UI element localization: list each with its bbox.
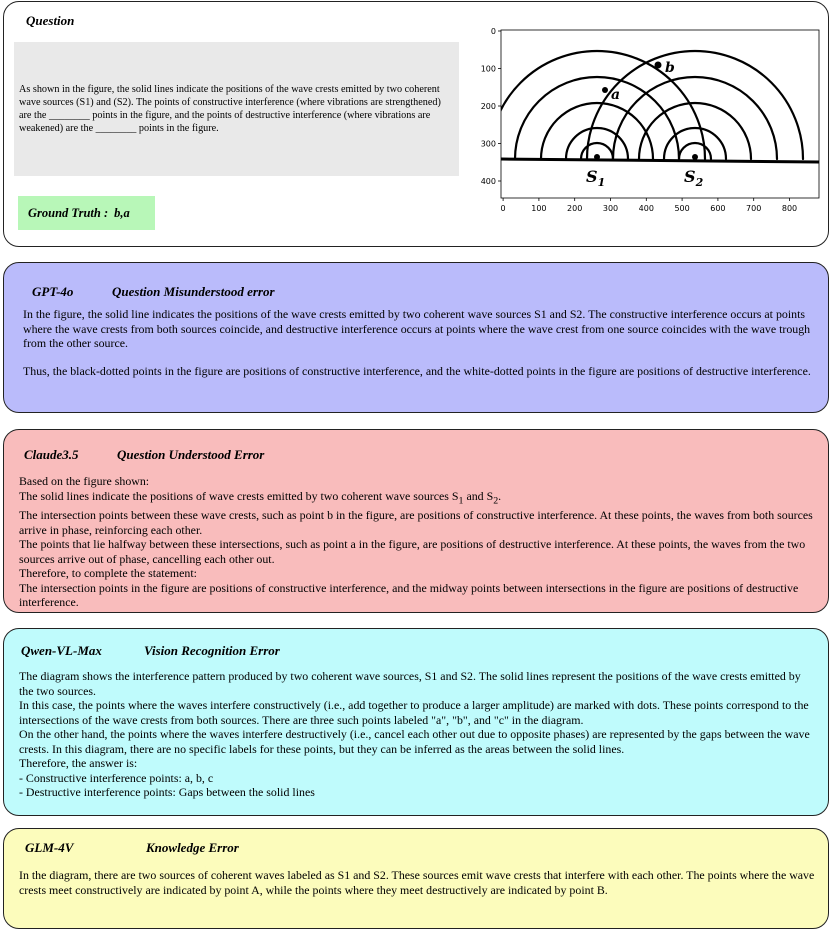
claude-3-5-header — [24, 447, 265, 463]
y-tick: 300 — [480, 139, 496, 149]
response-line: On the other hand, the points where the waves interfere destructively (i.e., cancel each other out due to opposite phases) are represented by the gaps between the wave crests. In this diagram, there are no specific labels for these points, but they can be inferred as the areas between the solid lines. — [19, 727, 810, 756]
x-tick: 300 — [602, 204, 619, 213]
x-tick: 100 — [531, 204, 547, 213]
point-b-dot — [655, 62, 662, 69]
qwen-vl-max-header — [21, 643, 280, 659]
question-text: As shown in the figure, the solid lines indicate the positions of the wave crests emitted by two coherent wave sources (S1) and (S2). The points of constructive interference (where vibrations are strengthened) are the ________ points in the figure, and the points of destructive interference (where vibrations are weakened) are the ________ points in the figure. — [19, 84, 441, 134]
response-line: - Destructive interference points: Gaps between the solid lines — [19, 785, 315, 799]
response-line: - Constructive interference points: a, b, c — [19, 770, 214, 785]
s2-dot — [692, 154, 698, 160]
x-tick: 600 — [710, 204, 726, 213]
ground-truth-value: b,a — [114, 205, 130, 220]
label-a: a — [611, 87, 621, 103]
response-line: Therefore, to complete the statement: — [19, 566, 197, 581]
error-type: Knowledge Error — [146, 840, 239, 855]
glm-4v-response — [19, 868, 816, 897]
model-name: Claude3.5 — [24, 447, 79, 462]
claude-3-5-panel — [3, 429, 829, 613]
x-axis — [501, 204, 798, 213]
response-line: In the diagram, there are two sources of coherent waves labeled as S1 and S2. These sources emit wave crests that interfere with each other. The points where the wave crests meet constructively are indicated by point A, while the points where they meet destructively are indicated by point B. — [19, 868, 815, 897]
gpt-4o-panel — [3, 262, 829, 413]
response-line: Based on the figure shown: — [19, 474, 150, 488]
model-name: GPT-4o — [32, 284, 74, 299]
wave-interference-figure — [474, 20, 830, 225]
model-name: GLM-4V — [25, 840, 74, 855]
question-panel — [3, 1, 829, 247]
gpt-4o-response — [23, 307, 816, 378]
response-line: The solid lines indicate the positions of wave crests emitted by two coherent wave sources $S_1$ and $S_2$. — [19, 488, 502, 506]
ground-truth-box — [18, 196, 155, 230]
point-a-dot — [602, 87, 608, 93]
x-tick: 800 — [781, 204, 798, 213]
qwen-vl-max-panel — [3, 628, 829, 816]
y-axis — [481, 27, 496, 186]
error-type: Vision Recognition Error — [144, 643, 280, 658]
label-s2: $S_2$ — [684, 167, 704, 189]
response-line: Therefore, the answer is: — [19, 756, 138, 770]
error-type: Question Misunderstood error — [112, 284, 275, 299]
response-line: The intersection points in the figure are positions of constructive interference, and the midway points between intersections in the figure are positions of destructive interference. — [19, 580, 799, 610]
label-s1: $S_1$ — [586, 167, 606, 189]
x-tick: 700 — [746, 204, 762, 213]
question-box — [14, 42, 459, 176]
label-b: b — [665, 60, 675, 76]
y-tick: 0 — [490, 27, 496, 36]
y-tick: 200 — [480, 102, 496, 111]
response-line: The diagram shows the interference pattern produced by two coherent wave sources, S1 and S2. The solid lines represent the positions of the wave crests emitted by the two sources. — [19, 669, 801, 698]
response-line: The intersection points between these wave crests, such as point b in the figure, are positions of constructive interference. At these points, the waves from both sources arrive in phase, reinforcing each other. — [19, 508, 813, 537]
y-tick: 400 — [480, 177, 496, 186]
gpt-4o-header — [32, 284, 275, 300]
question-title: Question — [26, 13, 75, 28]
y-tick: 100 — [480, 64, 496, 74]
response-line: In this case, the points where the waves interfere constructively (i.e., add together to produce a larger amplitude) are marked with dots. These points correspond to the intersections of the wave crests from both sources. There are three such points labeled "a", "b", and "c" in the diagram. — [19, 698, 809, 727]
s1-dot — [594, 154, 600, 160]
response-paragraph: Thus, the black-dotted points in the figure are positions of constructive interference, and the white-dotted points in the figure are positions of destructive interference. — [23, 363, 811, 378]
claude-3-5-response — [19, 474, 816, 610]
ground-truth-label: Ground Truth : — [28, 205, 109, 220]
x-tick: 0 — [500, 204, 506, 213]
error-type: Question Understood Error — [117, 447, 265, 462]
x-tick: 200 — [567, 204, 583, 213]
response-paragraph: In the figure, the solid line indicates the positions of the wave crests emitted by two coherent wave sources S1 and S2. The constructive interference occurs at points where the wave crests from both sources coincide, and destructive interference occurs at points where the wave crest from one source coincides with the wave trough from the other source. — [23, 307, 811, 350]
glm-4v-panel — [3, 828, 829, 929]
x-tick: 400 — [638, 204, 654, 213]
qwen-vl-max-response — [19, 669, 816, 800]
model-name: Qwen-VL-Max — [21, 643, 102, 658]
x-tick: 500 — [674, 204, 690, 213]
response-line: The points that lie halfway between these intersections, such as point a in the figure, are positions of destructive interference. At these points, the waves from the two sources arrive out of phase, cancelling each other out. — [19, 537, 806, 566]
glm-4v-header — [25, 840, 239, 856]
